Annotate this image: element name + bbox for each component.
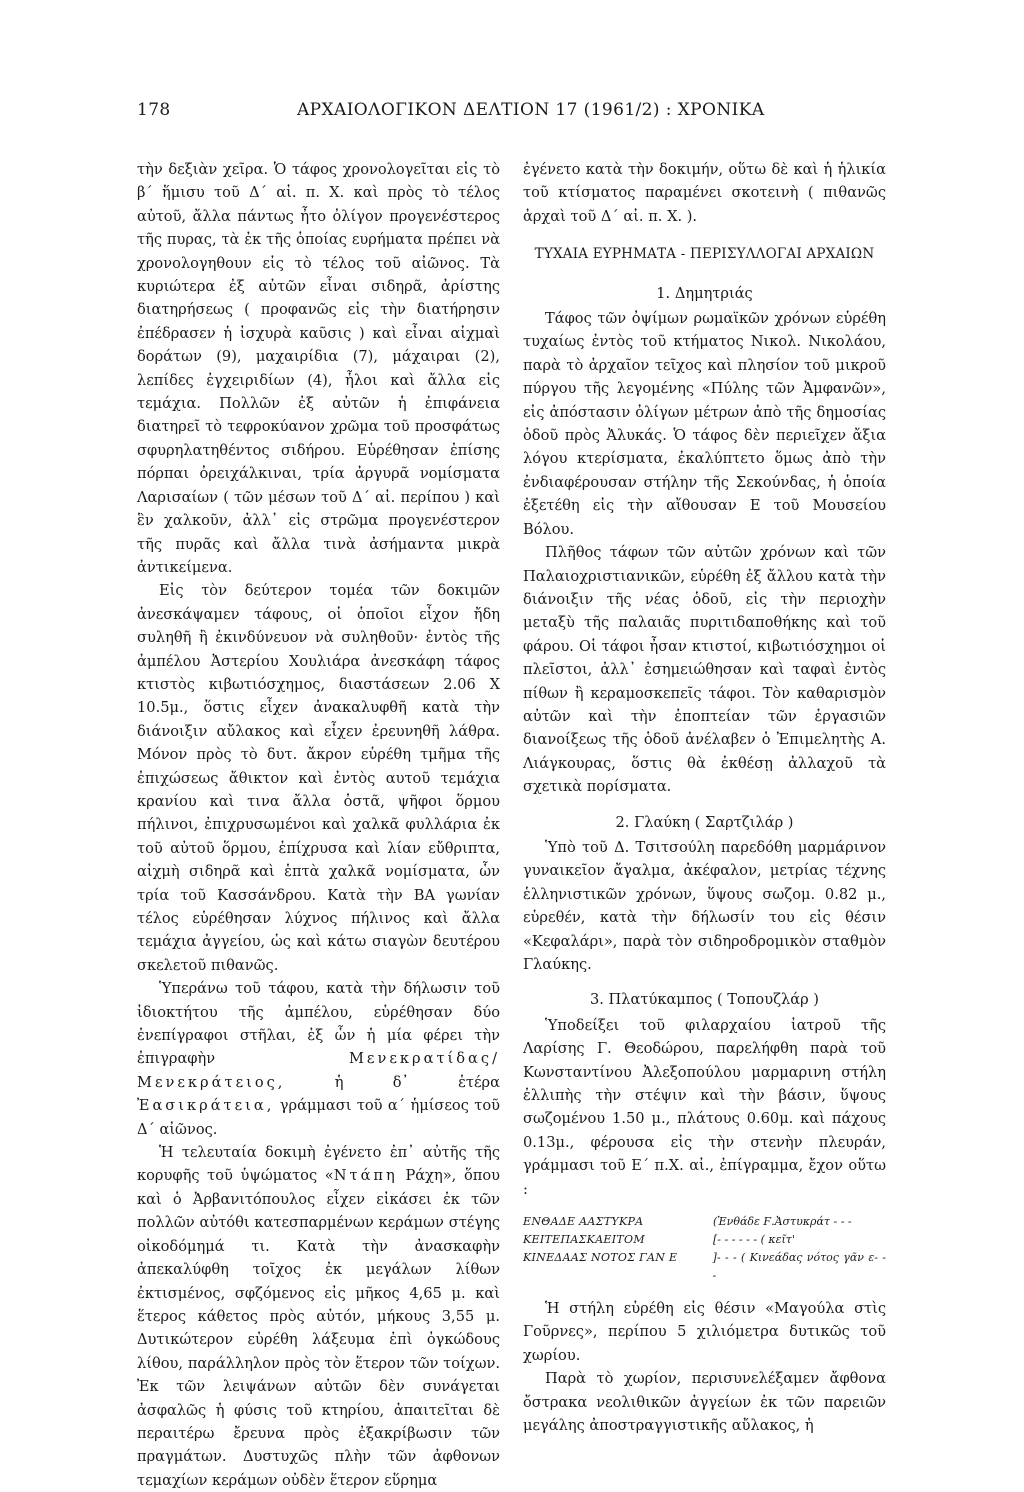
paragraph: Παρὰ τὸ χωρίον, περισυνελέξαμεν ἄφθονα ὄστρακα νεολιθικῶν ἀγγείων ἐκ τῶν παρειῶν μεγάλης ἀποστραγγιστικῆς αὔλακος, ἡ <box>523 1370 886 1435</box>
paragraph: Τάφος τῶν ὀψίμων ρωμαϊκῶν χρόνων εὑρέθη τυχαίως ἐντὸς τοῦ κτήματος Νικολ. Νικολάου, παρὰ τὸ ἀρχαῖον τεῖχος καὶ πλησίον τοῦ μικροῦ πύργου τῆς λεγομένης «Πύλης τῶν Ἀμφανῶν», εἰς ἀπόστασιν ὀλίγων μέτρων ἀπὸ τῆς δημοσίας ὁδοῦ πρὸς Ἀλυκάς. Ὁ τάφος δὲν περιεῖχεν ἄξια λόγου κτερίσματα, ἐκαλύπτετο ὅμως ἀπὸ τὴν ἐνδιαφέρουσαν στήλην τῆς Σεκούνδας, ἡ ὁποία ἐξετέθη εἰς τὴν αἴθουσαν Ε τοῦ Μουσείου Βόλου. <box>523 310 886 538</box>
text-run: Ὑπεράνω τοῦ τάφου, κατὰ τὴν δήλωσιν τοῦ ἰδιοκτήτου τῆς ἀμπέλου, εὑρέθησαν δύο ἐνεπίγραφοι στῆλαι, ἐξ ὧν ἡ μία φέρει τὴν ἐπιγραφὴν <box>137 980 500 1068</box>
inscription-name: Ἐασικράτεια, <box>137 1097 275 1115</box>
inscription-line <box>523 1231 886 1249</box>
inscription-reading: (Ἐνθάδε Ϝ.Ἀστυκράτ - - - <box>713 1215 852 1229</box>
paragraph <box>137 1141 500 1492</box>
paragraph <box>137 977 500 1141</box>
inscription-line <box>523 1249 886 1285</box>
paragraph: Ὑπὸ τοῦ Δ. Τσιτσούλη παρεδόθη μαρμάρινον γυναικεῖον ἄγαλμα, ἀκέφαλον, μετρίας τέχνης ἑλληνιστικῶν χρόνων, ὕψους σωζομ. 0.82 μ., εὑρεθέν, κατὰ τὴν δήλωσίν του εἰς θέσιν «Κεφαλάρι», παρὰ τὸν σιδηροδρομικὸν σταθμὸν Γλαύκης. <box>523 838 886 973</box>
inscription-greek: ΕΝΘΑΔΕ ΑΑΣΤΥΚΡΑ <box>523 1215 644 1229</box>
inscription-line <box>523 1213 886 1231</box>
paragraph: ἐγένετο κατὰ τὴν δοκιμήν, οὕτω δὲ καὶ ἡ ἡλικία τοῦ κτίσματος παραμένει σκοτεινὴ ( πιθανῶς ἀρχαὶ τοῦ Δ΄ αἰ. π. Χ. ). <box>523 161 886 225</box>
text-run: Ἡ τελευταία δοκιμὴ ἐγένετο ἐπ᾽ αὐτῆς τῆς κορυφῆς τοῦ ὑψώματος « <box>137 1144 500 1185</box>
text-run: ἡ δ᾽ ἑτέρα <box>285 1073 500 1091</box>
text-run: γράμμασι τοῦ α΄ ἡμίσεος τοῦ Δ΄ αἰῶνος. <box>137 1097 500 1138</box>
place-name: Ντάπη <box>333 1167 398 1185</box>
subsection-title: 1. Δημητριάς <box>656 284 753 302</box>
paragraph: Εἰς τὸν δεύτερον τομέα τῶν δοκιμῶν ἀνεσκάψαμεν τάφους, οἱ ὁποῖοι εἶχον ἤδη συληθῆ ἢ ἐκινδύνευον νὰ συληθοῦν· ἐντὸς τῆς ἀμπέλου Ἀστερίου Χουλιάρα ἀνεσκάφη τάφος κτιστὸς κιβωτιόσχημος, διαστάσεων 2.06 X 10.5μ., ὅστις εἶχεν ἀνακαλυφθῆ κατὰ τὴν διάνοιξιν αὔλακος καὶ εἶχεν ἐρευνηθῆ λάθρα. Μόνον πρὸς τὸ δυτ. ἄκρον εὑρέθη τμῆμα τῆς ἐπιχώσεως ἄθικτον καὶ ἐντὸς αυτοῦ τεμάχια κρανίου καὶ τινα ἄλλα ὀστᾶ, ψῆφοι ὅρμου πήλινοι, ἐπιχρυσωμένοι καὶ χαλκᾶ φυλλάρια ἐκ τοῦ αὐτοῦ ὅρμου, ἐπίχρυσα καὶ λίαν εὔθριπτα, αἰχμὴ σιδηρᾶ καὶ ἑπτὰ χαλκᾶ νομίσματα, ὧν τρία τοῦ Κασσάνδρου. Κατὰ τὴν ΒΑ γωνίαν τέλος εὑρέθησαν λύχνος πήλινος καὶ ἄλλα τεμάχια ἀγγείου, ὡς καὶ κάτω σιαγὼν δευτέρου σκελετοῦ πιθανῶς. <box>137 582 500 974</box>
text-run: Ράχη», ὅπου καὶ ὁ Ἀρβανιτόπουλος εἶχεν εἰκάσει ἐκ τῶν πολλῶν αὐτόθι κατεσπαρμένων κεράμων στέγης οἰκοδόμημά τι. Κατὰ τὴν ἀνασκαφὴν ἀπεκαλύφθη τοῖχος ἐκ μεγάλων λίθων ἐκτισμένος, σφζόμενος εἰς μῆκος 4,65 μ. καὶ ἕτερος κάθετος πρὸς αὐτόν, μήκους 3,55 μ. Δυτικώτερον εὑρέθη λάξευμα ἐπὶ ὀγκώδους λίθου, παράλληλον πρὸς τὸν ἕτερον τῶν τοίχων. Ἐκ τῶν λειψάνων αὐτῶν δὲν συνάγεται ἀσφαλῶς ἡ φύσις τοῦ κτηρίου, ἀπαιτεῖται δὲ περαιτέρω ἔρευνα πρὸς ἐξακρίβωσιν τῶν πραγμάτων. Δυστυχῶς πλὴν τῶν ἀφθονων τεμαχίων κεράμων οὐδὲν ἕτερον εὕρημα <box>137 1167 500 1489</box>
paragraph: τὴν δεξιὰν χεῖρα. Ὁ τάφος χρονολογεῖται εἰς τὸ β΄ ἥμισυ τοῦ Δ΄ αἰ. π. Χ. καὶ πρὸς τὸ τέλος αὐτοῦ, ἄλλα πάντως ἦτο ὀλίγον προγενέστερος τῆς πυρας, τὰ ἐκ τῆς ὁποίας ευρήματα πρέπει νὰ χρονολογηθουν εἰς τὸ τέλος τοῦ αἰῶνος. Τὰ κυριώτερα ἐξ αὐτῶν εἶναι σιδηρᾶ, ἀρίστης διατηρήσεως ( προφανῶς εἰς τὴν διατήρησιν ἐπέδρασεν ἡ ἰσχυρὰ καῦσις ) καὶ εἶναι αἰχμαὶ δοράτων (9), μαχαιρίδια (7), μάχαιραι (2), λεπίδες ἐγχειριδίων (4), ἧλοι καὶ ἄλλα εἰς τεμάχια. Πολλῶν ἐξ αὐτῶν ἡ ἐπιφάνεια διατηρεῖ τὸ τεφροκύανον χρῶμα τοῦ προσφάτως σφυρηλατηθέντος σιδήρου. Εὑρέθησαν ἐπίσης πόρπαι ὀρειχάλκιναι, τρία ἀργυρᾶ νομίσματα Λαρισαίων ( τῶν μέσων τοῦ Δ΄ αἰ. περίπου ) καὶ ἓν χαλκοῦν, ἀλλ᾽ εἰς στρῶμα προγενέστερον τῆς πυρᾶς καὶ ἄλλα τινὰ ἀσήμαντα μικρὰ ἀντικείμενα. <box>137 161 500 576</box>
paragraph: Πλῆθος τάφων τῶν αὐτῶν χρόνων καὶ τῶν Παλαιοχριστιανικῶν, εὑρέθη ἐξ ἄλλου κατὰ τὴν διάνοιξιν τῆς νέας ὁδοῦ, εἰς τὴν περιοχὴν μεταξὺ τῆς παλαιᾶς πυριτιδαποθήκης καὶ τοῦ φάρου. Οἱ τάφοι ἦσαν κτιστοί, κιβωτιόσχημοι οἱ πλεῖστοι, ἀλλ᾽ ἐσημειώθησαν καὶ ταφαὶ ἐντὸς πίθων ἢ κεραμοσκεπεῖς τάφοι. Τὸν καθαρισμὸν αὐτῶν καὶ τὴν ἐποπτείαν τῶν ἐργασιῶν διανοίξεως τῆς ὁδοῦ ἀνέλαβεν ὁ Ἐπιμελητὴς Α. Λιάγκουρας, ὅστις θὰ ἐκθέσῃ ἀλλαχοῦ τὰ σχετικὰ πορίσματα. <box>523 544 886 796</box>
right-column <box>523 158 886 1438</box>
page-number: 178 <box>137 100 171 120</box>
inscription-greek: ΚΙΝΕΔΑΑΣ ΝΟΤΟΣ ΓΑΝ Ε <box>523 1251 678 1265</box>
left-column <box>137 158 500 1492</box>
inscription-name: Μενεκρατίδας/Μενεκράτειος, <box>137 1050 500 1091</box>
inscription-reading: [- - - - - - ( κεῖτ' <box>713 1233 795 1247</box>
inscription-reading: ]- - - ( Κινεάδας νότος γᾶν ε- - - <box>712 1251 886 1283</box>
subsection-title: 2. Γλαύκη ( Σαρτζιλάρ ) <box>615 813 794 831</box>
inscription-block <box>523 1213 886 1285</box>
running-title: ΑΡΧΑΙΟΛΟΓΙΚΟΝ ΔΕΛΤΙΟΝ 17 (1961/2) : ΧΡΟΝΙΚΑ <box>297 100 765 120</box>
subsection-title: 3. Πλατύκαμπος ( Τοπουζλάρ ) <box>589 991 820 1009</box>
section-heading: ΤΥΧΑΙΑ ΕΥΡΗΜΑΤΑ - ΠΕΡΙΣΥΛΛΟΓΑΙ ΑΡΧΑΙΩΝ <box>534 246 875 263</box>
paragraph: Ὑποδείξει τοῦ φιλαρχαίου ἰατροῦ τῆς Λαρίσης Γ. Θεοδώρου, παρελήφθη παρὰ τοῦ Κωνσταντίνου Ἀλεξοπούλου μαρμαρινη στήλη ἐλλιπὴς τὴν στέψιν καὶ τὴν βάσιν, ὕψους σωζομένου 1.50 μ., πλάτους 0.60μ. καὶ πάχους 0.13μ., φέρουσα εἰς τὴν στενὴν πλευράν, γράμμασι τοῦ Ε΄ π.Χ. αἰ., ἐπίγραμμα, ἔχον οὕτω : <box>523 1016 886 1198</box>
paragraph: Ἡ στήλη εὑρέθη εἰς θέσιν «Μαγούλα στὶς Γοῦρνες», περίπου 5 χιλιόμετρα δυτικῶς τοῦ χωρίου. <box>523 1300 886 1364</box>
inscription-greek: ΚΕΙΤΕΠΑΣΚΑΕΙΤΟΜ <box>523 1233 645 1247</box>
running-header <box>137 100 887 130</box>
